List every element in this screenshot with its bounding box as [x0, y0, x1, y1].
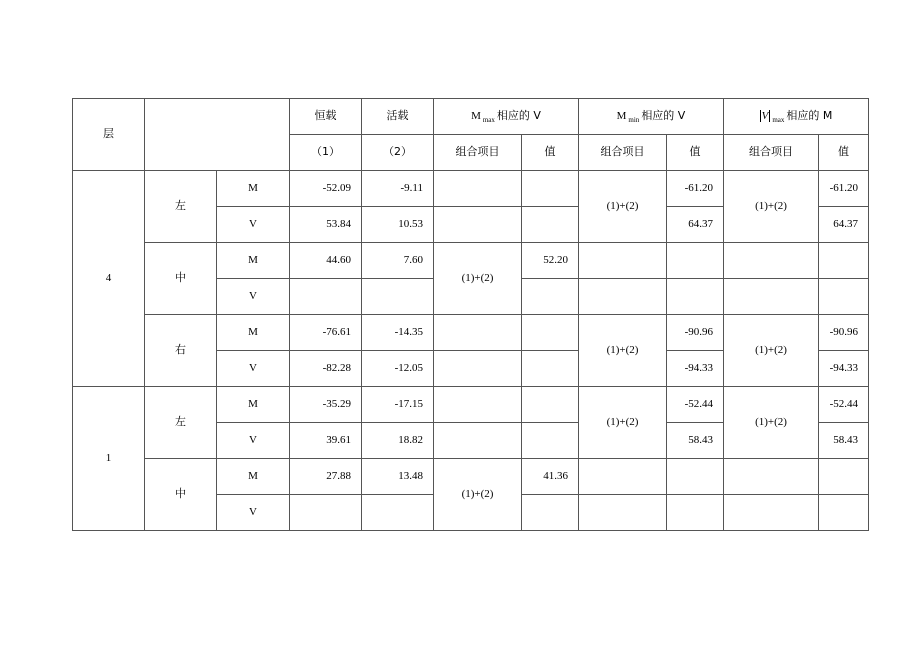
mmin-v: 64.37	[667, 207, 724, 243]
header-mmin-value: 值	[667, 135, 724, 171]
mmin-value-cell	[667, 495, 724, 531]
mmax-value-cell	[522, 171, 579, 207]
header-live-index: （2）	[362, 135, 434, 171]
live-v: 18.82	[362, 423, 434, 459]
dead-v: 39.61	[290, 423, 362, 459]
mmax-combo-cell	[434, 423, 522, 459]
force-label-m: M	[217, 243, 290, 279]
vmax-rest: 相应的 M	[786, 109, 833, 123]
mmax-combo-cell	[434, 387, 522, 423]
vmax-m: -90.96	[819, 315, 869, 351]
vmax-v: 58.43	[819, 423, 869, 459]
dead-m: 27.88	[290, 459, 362, 495]
header-layer: 层	[73, 99, 145, 171]
force-label-m: M	[217, 315, 290, 351]
mmax-value-cell	[522, 207, 579, 243]
header-live-load: 活载	[362, 99, 434, 135]
dead-m: -35.29	[290, 387, 362, 423]
force-label-v: V	[217, 351, 290, 387]
header-mmin-combo: 组合项目	[579, 135, 667, 171]
vmax-value-cell	[819, 243, 869, 279]
mmin-value-cell	[667, 243, 724, 279]
force-label-v: V	[217, 495, 290, 531]
force-label-v: V	[217, 207, 290, 243]
vmax-m: -52.44	[819, 387, 869, 423]
live-v: 10.53	[362, 207, 434, 243]
internal-force-combination-table	[72, 98, 869, 531]
vmax-combo-cell	[724, 459, 819, 495]
vmax-value-cell	[819, 495, 869, 531]
live-m: -17.15	[362, 387, 434, 423]
dead-m: -76.61	[290, 315, 362, 351]
position-label: 中	[145, 459, 217, 531]
header-mmax-v	[434, 99, 579, 135]
vmax-value-cell	[819, 459, 869, 495]
position-label: 左	[145, 171, 217, 243]
force-label-v: V	[217, 279, 290, 315]
mmax-value: 41.36	[522, 459, 579, 495]
dead-v	[290, 495, 362, 531]
vmax-combo-cell	[724, 495, 819, 531]
position-label: 右	[145, 315, 217, 387]
force-label-m: M	[217, 171, 290, 207]
mmin-subscript: min	[628, 116, 640, 125]
force-label-m: M	[217, 459, 290, 495]
live-v	[362, 495, 434, 531]
vmax-combo-cell	[724, 243, 819, 279]
mmax-combo-cell	[434, 171, 522, 207]
mmin-v: 58.43	[667, 423, 724, 459]
mmin-m: -90.96	[667, 315, 724, 351]
mmax-combo-cell	[434, 315, 522, 351]
mmax-value-cell	[522, 351, 579, 387]
dead-v: 53.84	[290, 207, 362, 243]
vmax-combo: (1)+(2)	[724, 171, 819, 243]
mmax-rest: 相应的 V	[496, 109, 541, 123]
vmax-v: 64.37	[819, 207, 869, 243]
mmin-combo-cell	[579, 495, 667, 531]
live-m: -14.35	[362, 315, 434, 351]
mmin-value-cell	[667, 279, 724, 315]
live-m: 7.60	[362, 243, 434, 279]
dead-v	[290, 279, 362, 315]
mmin-v: -94.33	[667, 351, 724, 387]
mmax-value-cell	[522, 387, 579, 423]
mmin-combo-cell	[579, 459, 667, 495]
mmin-combo: (1)+(2)	[579, 171, 667, 243]
vmax-m: -61.20	[819, 171, 869, 207]
vmax-subscript: max	[772, 116, 785, 125]
mmax-combo-cell	[434, 351, 522, 387]
mmax-value: 52.20	[522, 243, 579, 279]
mmax-value-cell	[522, 315, 579, 351]
mmin-m: -52.44	[667, 387, 724, 423]
header-mmax-value: 值	[522, 135, 579, 171]
header-blank	[145, 99, 290, 171]
mmin-combo-cell	[579, 279, 667, 315]
mmax-symbol: M	[471, 110, 481, 123]
dead-m: 44.60	[290, 243, 362, 279]
mmin-symbol: M	[616, 110, 627, 123]
vmax-combo: (1)+(2)	[724, 315, 819, 387]
mmax-combo-cell	[434, 207, 522, 243]
header-vmax-combo: 组合项目	[724, 135, 819, 171]
live-m: -9.11	[362, 171, 434, 207]
mmax-combo: (1)+(2)	[434, 459, 522, 531]
mmin-combo-cell	[579, 243, 667, 279]
vmax-v: -94.33	[819, 351, 869, 387]
vmax-combo: (1)+(2)	[724, 387, 819, 459]
dead-m: -52.09	[290, 171, 362, 207]
vmax-abs-symbol: V	[761, 110, 769, 123]
mmin-value-cell	[667, 459, 724, 495]
position-label: 左	[145, 387, 217, 459]
vmax-value-cell	[819, 279, 869, 315]
force-label-m: M	[217, 387, 290, 423]
mmax-value-cell	[522, 423, 579, 459]
mmax-value-cell	[522, 279, 579, 315]
mmax-subscript: max	[482, 116, 495, 125]
floor-label: 1	[73, 387, 145, 531]
header-mmin-v	[579, 99, 724, 135]
floor-label: 4	[73, 171, 145, 387]
mmax-value-cell	[522, 495, 579, 531]
mmax-combo: (1)+(2)	[434, 243, 522, 315]
mmin-m: -61.20	[667, 171, 724, 207]
mmin-rest: 相应的 V	[641, 109, 686, 123]
header-vmax-m	[724, 99, 869, 135]
position-label: 中	[145, 243, 217, 315]
live-v: -12.05	[362, 351, 434, 387]
dead-v: -82.28	[290, 351, 362, 387]
header-vmax-value: 值	[819, 135, 869, 171]
live-m: 13.48	[362, 459, 434, 495]
header-dead-index: （1）	[290, 135, 362, 171]
mmin-combo: (1)+(2)	[579, 315, 667, 387]
live-v	[362, 279, 434, 315]
mmin-combo: (1)+(2)	[579, 387, 667, 459]
force-label-v: V	[217, 423, 290, 459]
header-dead-load: 恒载	[290, 99, 362, 135]
header-mmax-combo: 组合项目	[434, 135, 522, 171]
vmax-combo-cell	[724, 279, 819, 315]
